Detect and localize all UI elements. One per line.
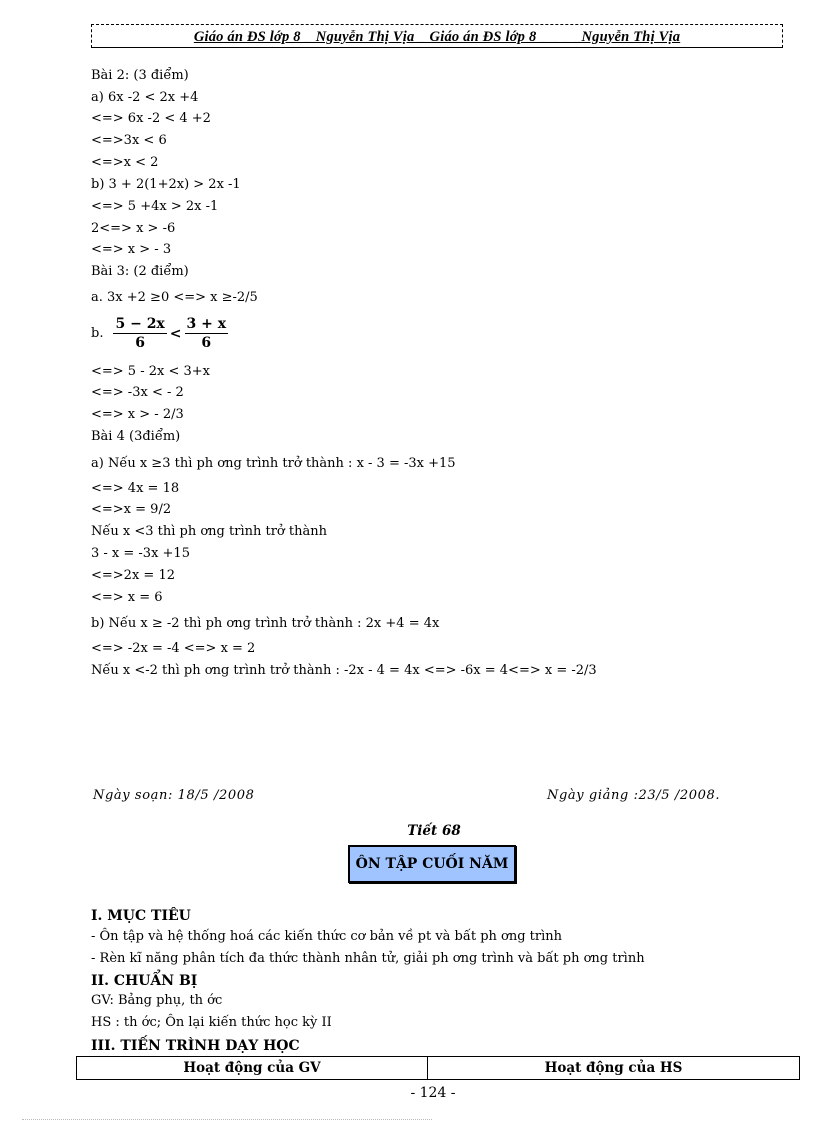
text-line: b) Nếu x ≥ -2 thì ph ơng trình trở thành : 2x +4 = 4x: [91, 616, 440, 631]
page-header: [91, 24, 783, 48]
text-line: Bài 2: (3 điểm): [91, 68, 189, 83]
text-line: 3 - x = -3x +15: [91, 546, 190, 561]
text-line: HS : th ớc; Ôn lại kiến thức học kỳ II: [91, 1015, 332, 1030]
text-line: Nếu x <3 thì ph ơng trình trở thành: [91, 524, 327, 539]
text-line: <=>x = 9/2: [91, 502, 172, 517]
lesson-title: ÔN TẬP CUỐI NĂM: [355, 856, 509, 872]
text-line: <=>2x = 12: [91, 568, 175, 583]
date-prepared: Ngày soạn: 18/5 /2008: [93, 788, 255, 803]
lesson-title-box: [348, 845, 516, 883]
less-than-sign: <: [169, 325, 182, 342]
text-line: - Rèn kĩ năng phân tích đa thức thành nhân tử, giải ph ơng trình và bất ph ơng trình: [91, 951, 645, 966]
text-line: a) Nếu x ≥3 thì ph ơng trình trở thành : x - 3 = -3x +15: [91, 456, 456, 471]
text-line: <=> 5 +4x > 2x -1: [91, 199, 219, 214]
text-line: <=>3x < 6: [91, 133, 167, 148]
fraction-left: [113, 316, 166, 351]
lesson-number: Tiết 68: [407, 823, 461, 839]
fraction-denominator: 6: [201, 335, 212, 351]
fraction-right: [185, 316, 229, 351]
text-line: Nếu x <-2 thì ph ơng trình trở thành : -2x - 4 = 4x <=> -6x = 4<=> x = -2/3: [91, 663, 597, 678]
text-line: Bài 3: (2 điểm): [91, 264, 189, 279]
text-line: <=> 6x -2 < 4 +2: [91, 111, 211, 126]
table-header-cell: Hoạt động của HS: [544, 1060, 683, 1076]
fraction-numerator: 3 + x: [186, 316, 227, 332]
section-heading: II. CHUẨN BỊ: [91, 973, 198, 989]
date-taught: Ngày giảng :23/5 /2008.: [547, 788, 721, 803]
text-line: GV: Bảng phụ, th ớc: [91, 993, 223, 1008]
header-text: Giáo án ĐS lớp 8 _ Nguyễn Thị Vịa _ Giáo án ĐS lớp 8 _ _ _ _Nguyễn Thị Vịa: [193, 29, 681, 45]
fraction-inequality: [91, 316, 230, 351]
text-line: b) 3 + 2(1+2x) > 2x -1: [91, 177, 241, 192]
fraction-numerator: 5 − 2x: [115, 316, 165, 332]
text-line: <=> 5 - 2x < 3+x: [91, 364, 210, 379]
activity-table-header: [76, 1056, 800, 1080]
text-line: Bài 4 (3điểm): [91, 429, 181, 444]
text-line: b.: [91, 326, 104, 341]
text-line: <=> x > - 3: [91, 242, 172, 257]
text-line: <=> -3x < - 2: [91, 385, 184, 400]
bottom-divider: [22, 1119, 432, 1120]
text-line: <=>x < 2: [91, 155, 159, 170]
table-header-cell: Hoạt động của GV: [77, 1057, 428, 1079]
text-line: <=> -2x = -4 <=> x = 2: [91, 641, 256, 656]
text-line: a. 3x +2 ≥0 <=> x ≥-2/5: [91, 290, 258, 305]
text-line: a) 6x -2 < 2x +4: [91, 90, 199, 105]
text-line: - Ôn tập và hệ thống hoá các kiến thức cơ bản về pt và bất ph ơng trình: [91, 929, 563, 944]
page-number: - 124 -: [410, 1085, 456, 1101]
text-line: <=> 4x = 18: [91, 481, 180, 496]
text-line: 2<=> x > -6: [91, 221, 176, 236]
fraction-denominator: 6: [135, 335, 145, 351]
text-line: <=> x = 6: [91, 590, 163, 605]
section-heading: I. MỤC TIÊU: [91, 908, 191, 924]
section-heading: III. TIẾN TRÌNH DẠY HỌC: [91, 1038, 300, 1054]
text-line: <=> x > - 2/3: [91, 407, 184, 422]
